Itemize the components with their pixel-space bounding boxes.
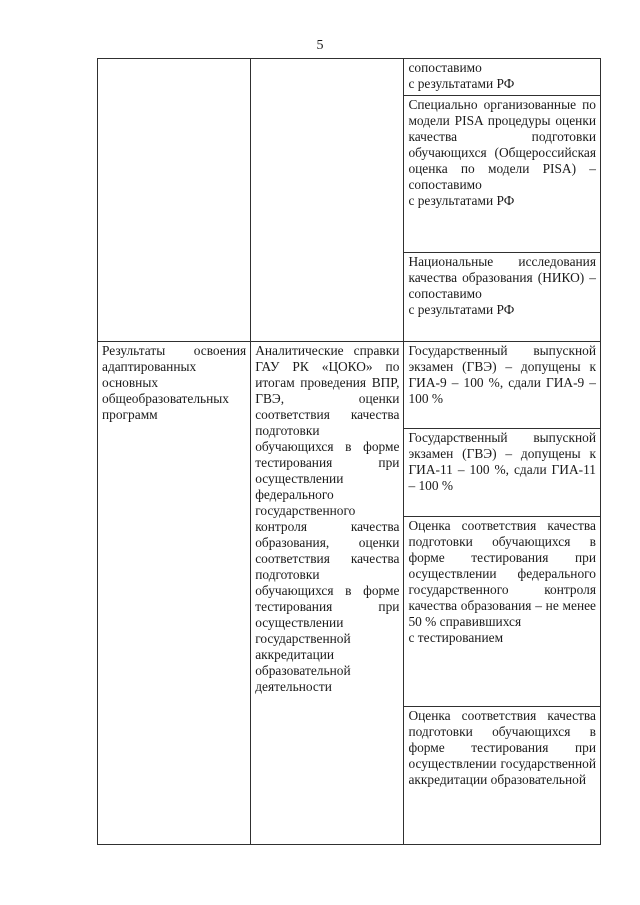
criteria-cell <box>404 429 601 517</box>
criteria-table <box>97 58 601 845</box>
criteria-cell <box>404 96 601 253</box>
criteria-cell <box>404 59 601 96</box>
criteria-text: Государственный выпускной экзамен (ГВЭ) – допущены к ГИА-9 – 100 %, сдали ГИА-9 – 100 % <box>408 343 596 406</box>
table-row <box>98 59 601 96</box>
criteria-cell <box>404 253 601 342</box>
criteria-text: Специально организованные по модели PISA процедуры оценки качества подготовки обучающихся (Общероссийская оценка по модели PISA) – сопоставимо с результатами РФ <box>408 97 596 208</box>
page-number: 5 <box>316 38 324 53</box>
source-cell <box>251 59 404 342</box>
indicator-cell <box>98 342 251 845</box>
criteria-text: Оценка соответствия качества подготовки обучающихся в форме тестирования при осуществлении федерального государственного контроля качества образования – не менее 50 % справившихся с тестированием <box>408 518 596 645</box>
criteria-text: Государственный выпускной экзамен (ГВЭ) – допущены к ГИА-11 – 100 %, сдали ГИА-11 – 100 % <box>408 430 596 493</box>
criteria-text: Национальные исследования качества образования (НИКО) – сопоставимо с результатами РФ <box>408 254 596 317</box>
indicator-cell <box>98 59 251 342</box>
source-text: Аналитические справки ГАУ РК «ЦОКО» по итогам проведения ВПР, ГВЭ, оценки соответствия качества подготовки обучающихся в форме тестирования при осуществлении федерального государственного контроля качества образования, оценки соответствия качества подготовки обучающихся в форме тестирования при осуществлении государственной аккредитации образовательной деятельности <box>255 343 400 694</box>
criteria-text: сопоставимо с результатами РФ <box>408 60 515 91</box>
criteria-cell <box>404 707 601 845</box>
source-cell <box>251 342 404 845</box>
table-row <box>98 342 601 429</box>
criteria-cell <box>404 342 601 429</box>
indicator-text: Результаты освоения адаптированных основных общеобразовательных программ <box>102 343 247 422</box>
criteria-cell <box>404 517 601 707</box>
criteria-text: Оценка соответствия качества подготовки обучающихся в форме тестирования при осуществлении государственной аккредитации образовательной <box>408 708 596 787</box>
